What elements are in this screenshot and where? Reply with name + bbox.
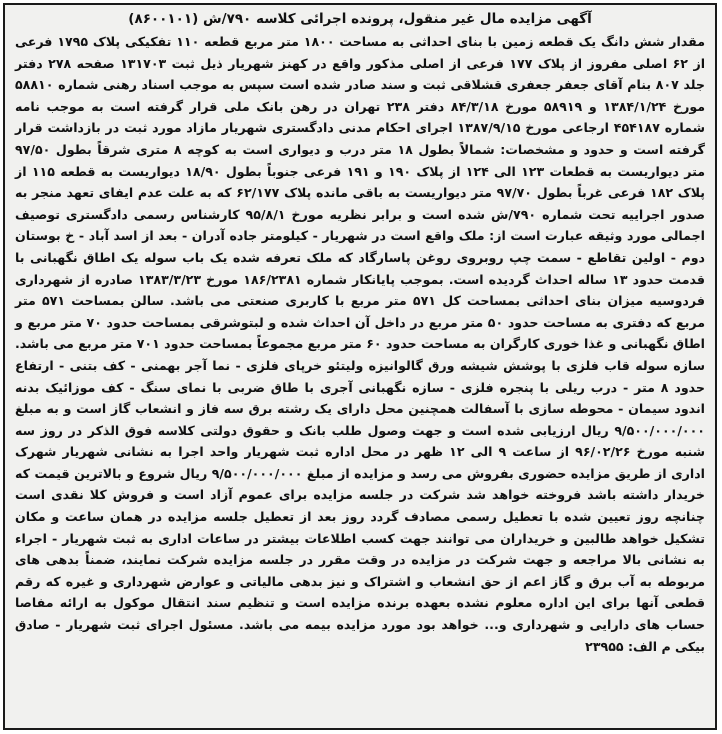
auction-notice — [5, 5, 715, 657]
newspaper-clipping — [3, 3, 717, 730]
notice-body: مقدار شش دانگ یک قطعه زمین با بنای احداثی به مساحت ۱۸۰۰ متر مربع قطعه ۱۱۰ تفکیکی پلاک ۱۷۹۵ فرعی از ۶۲ اصلی مفروز از پلاک ۱۷۷ فرعی از اصلی مذکور واقع در کهنز شهریار ذیل ثبت ۱۳۱۷۰۳ صفحه ۲۷۸ دفتر جلد ۸۰۷ بنام آقای جعفر جعفری قشلاقی ثبت و سند صادر شده است سپس به موجب اسناد رهنی شماره ۵۸۸۱۰ مورخ ۱۳۸۴/۱/۲۴ و ۵۸۹۱۹ مورخ ۸۴/۳/۱۸ دفتر ۲۳۸ تهران در رهن بانک ملی قرار گرفته است به موجب نامه شماره ۴۵۴۱۸۷ ارجاعی مورخ ۱۳۸۷/۹/۱۵ اجرای احکام مدنی دادگستری شهریار مازاد مورد ثبت در بازداشت قرار گرفته است و حدود و مشخصات: شمالاً بطول ۱۸ متر درب و دیواری است به کوچه ۸ متری شرقاً بطول ۹۷/۵۰ متر دیواریست به قطعات ۱۲۳ الی ۱۲۴ از پلاک ۱۹۰ و ۱۹۱ فرعی جنوباً بطول ۱۸/۹۰ دیواریست به قطعه ۱۱۵ از پلاک ۱۸۲ فرعی غرباً بطول ۹۷/۷۰ متر دیواریست به باقی مانده پلاک ۶۲/۱۷۷ که به علت عدم ایفای تعهد منجر به صدور اجراییه تحت شماره ۷۹۰/ش شده است و برابر نظریه مورخ ۹۵/۸/۱ کارشناس رسمی دادگستری توصیف اجمالی مورد وثیقه عبارت است از: ملک واقع است در شهریار - کیلومتر جاده آدران - بعد از اسد آباد - خ بوستان دوم - اولین تقاطع - سمت چپ روبروی روغن پاسارگاد که ملک تعرفه شده یک باب سوله یک اطاق نگهبانی با قدمت حدود ۱۳ ساله احداث گردیده است. بموجب پایانکار شماره ۱۸۶/۲۳۸۱ مورخ ۱۳۸۳/۳/۲۳ صادره از شهرداری فردوسیه میزان بنای احداثی بمساحت کل ۵۷۱ متر مربع با کاربری صنعتی می باشد. سالن بمساحت ۵۷۱ متر مربع که دفتری به مساحت حدود ۵۰ متر مربع در داخل آن احداث شده و لبتوشرقی بمساحت حدود ۷۰ متر مربع و اطاق نگهبانی و غذا خوری کارگران به مساحت حدود ۶۰ متر مربع مجموعاً بمساحت حدود ۷۰۱ متر مربع می باشد. سازه سوله قاب فلزی با پوشش شیشه ورق گالوانیزه ولیتئو خرپای فلزی - نما آجر بهمنی - کف بتنی - ارتفاع حدود ۸ متر - درب ریلی با پنجره فلزی - سازه نگهبانی آجری با طاق ضربی با نمای سنگ - کف موزائیک بدنه اندود سیمان - محوطه سازی با آسفالت همچنین محل دارای یک رشته برق سه فاز و انشعاب گاز است و به مبلغ ۹/۵۰۰/۰۰۰/۰۰۰ ریال ارزیابی شده است و جهت وصول طلب بانک و حقوق دولتی کلاسه فوق الذکر در روز سه شنبه مورخ ۹۶/۰۲/۲۶ از ساعت ۹ الی ۱۲ ظهر در محل اداره ثبت شهریار واحد اجرا به نشانی شهریار شهرک اداری از طریق مزایده حضوری بفروش می رسد و مزایده از مبلغ ۹/۵۰۰/۰۰۰/۰۰۰ ریال شروع و بالاترین قیمت که خریدار داشته باشد فروخته خواهد شد شرکت در جلسه مزایده برای عموم آزاد است و فروش کلا نقدی است چنانچه روز تعیین شده با تعطیل رسمی مصادف گردد روز بعد از تعطیل جلسه مزایده در همان ساعت و مکان تشکیل خواهد طالبین و خریداران می توانند جهت کسب اطلاعات بیشتر در ساعات اداری به ثبت شهریار - اجراء به نشانی بالا مراجعه و جهت شرکت در مزایده در وقت مقرر در جلسه مزایده شرکت نمایند، ضمناً بدهی های مربوطه به آب برق و گاز اعم از حق انشعاب و اشتراک و نیز بدهی مالیاتی و عوارض شهرداری و غیره که رقم قطعی آنها برای این اداره معلوم نشده بعهده برنده مزایده است و تنظیم سند انتقال موکول به ارائه مفاصا حساب های دارایی و شهرداری و... خواهد بود مورد مزایده بیمه می باشد. مسئول اجرای ثبت شهریار - صادق بیکی م الف: ۲۳۹۵۵ — [15, 34, 706, 654]
notice-title: آگهی مزایده مال غیر منقول، پرونده اجرائی کلاسه ۷۹۰/ش (۸۶۰۰۱۰۱) — [128, 11, 592, 27]
